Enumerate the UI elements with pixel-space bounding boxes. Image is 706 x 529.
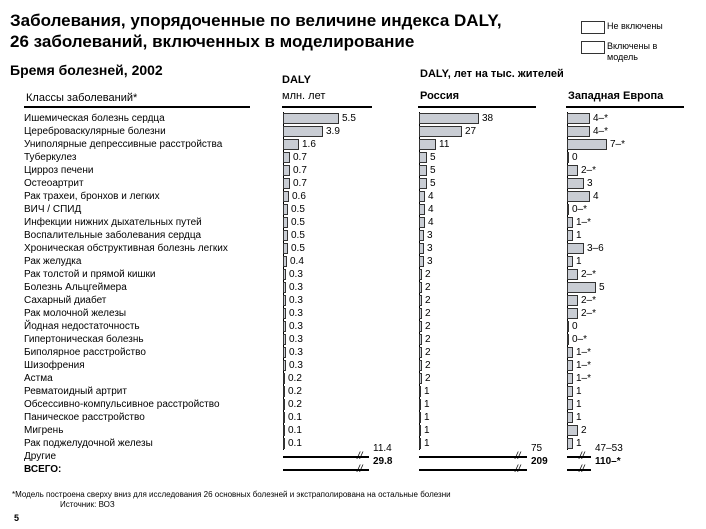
bar-we (567, 230, 573, 241)
value-label-daly: 5.5 (342, 113, 356, 124)
value-label-daly: 0.7 (293, 152, 307, 163)
bar-daly (283, 165, 290, 176)
category-label: Гипертоническая болезнь (24, 334, 144, 345)
bar-ru (419, 425, 421, 436)
value-label-daly: 0.5 (291, 204, 305, 215)
bar-daly (283, 178, 290, 189)
value-label-we: 0–* (572, 204, 588, 215)
bar-ru (419, 399, 421, 410)
bar-we (567, 269, 578, 280)
we-header: Западная Европа (568, 90, 664, 102)
category-label: Рак желудка (24, 256, 82, 267)
bar-daly (283, 139, 299, 150)
value-label-ru: 2 (425, 269, 431, 280)
bar-we (567, 321, 569, 332)
category-label: Униполярные депрессивные расстройства (24, 139, 223, 150)
axis-break-we: // (579, 451, 585, 462)
value-label-daly: 0.2 (288, 386, 302, 397)
bar-we (567, 191, 590, 202)
value-label-daly: 11.4 (373, 443, 392, 454)
we-header-rule (566, 106, 684, 108)
bar-we (567, 360, 573, 371)
bar-daly (283, 256, 287, 267)
value-label-ru: 209 (531, 456, 548, 467)
bar-ru (419, 113, 479, 124)
legend-label-included (607, 41, 657, 63)
legend-label-included-line2: модель (607, 52, 638, 62)
category-label: ВИЧ / СПИД (24, 204, 82, 215)
value-label-we: 2–* (581, 165, 597, 176)
bar-ru (419, 243, 424, 254)
bar-daly (283, 412, 285, 423)
bar-ru (419, 386, 421, 397)
bar-daly (283, 321, 286, 332)
bar-daly (283, 269, 286, 280)
value-label-daly: 0.5 (291, 217, 305, 228)
bar-daly (283, 360, 286, 371)
bar-ru (419, 469, 527, 471)
bar-ru (419, 295, 422, 306)
value-label-we: 2–* (581, 308, 597, 319)
bar-we (567, 165, 578, 176)
axis-break-daly: // (357, 451, 363, 462)
category-label: Биполярное расстройство (24, 347, 146, 358)
value-label-we: 1–* (576, 347, 592, 358)
category-label: Хроническая обструктивная болезнь легких (24, 243, 228, 254)
subtitle: Бремя болезней, 2002 (10, 62, 163, 78)
category-label: Астма (24, 373, 53, 384)
category-label: Цереброваскулярные болезни (24, 126, 166, 137)
value-label-daly: 0.3 (289, 295, 303, 306)
bar-ru (419, 126, 462, 137)
category-label: Рак трахеи, бронхов и легких (24, 191, 160, 202)
category-label: Болезнь Альцгеймера (24, 282, 127, 293)
bar-ru (419, 334, 422, 345)
daly-header: DALY (282, 74, 311, 86)
value-label-we: 3 (587, 178, 593, 189)
value-label-ru: 1 (424, 412, 430, 423)
value-label-we: 3–6 (587, 243, 604, 254)
bar-daly (283, 295, 286, 306)
value-label-daly: 0.7 (293, 165, 307, 176)
bar-we (567, 399, 573, 410)
bar-daly (283, 217, 288, 228)
value-label-daly: 3.9 (326, 126, 340, 137)
value-label-ru: 1 (424, 386, 430, 397)
value-label-ru: 75 (531, 443, 543, 454)
value-label-daly: 29.8 (373, 456, 393, 467)
value-label-daly: 0.1 (288, 412, 302, 423)
bar-daly (283, 347, 286, 358)
axis-break-ru: // (515, 464, 521, 475)
value-label-ru: 2 (425, 373, 431, 384)
bar-ru (419, 308, 422, 319)
value-label-ru: 4 (428, 204, 434, 215)
value-label-ru: 3 (427, 243, 433, 254)
value-label-ru: 2 (425, 321, 431, 332)
daly-header-rule (282, 106, 372, 108)
value-label-ru: 3 (427, 230, 433, 241)
value-label-we: 1–* (576, 360, 592, 371)
bar-ru (419, 152, 427, 163)
bar-ru (419, 165, 427, 176)
bar-daly (283, 113, 339, 124)
bar-we (567, 126, 590, 137)
classes-header-rule (24, 106, 250, 108)
bar-ru (419, 321, 422, 332)
category-label: Сахарный диабет (24, 295, 107, 306)
bar-daly (283, 399, 285, 410)
bar-we (567, 438, 573, 449)
category-label: Шизофрения (24, 360, 85, 371)
bar-ru (419, 204, 425, 215)
value-label-daly: 0.4 (290, 256, 304, 267)
bar-daly (283, 191, 289, 202)
value-label-we: 110–* (595, 456, 621, 467)
bar-ru (419, 256, 424, 267)
category-label: Цирроз печени (24, 165, 94, 176)
bar-we (567, 373, 573, 384)
value-label-daly: 0.3 (289, 360, 303, 371)
value-label-ru: 38 (482, 113, 494, 124)
bar-daly (283, 308, 286, 319)
value-label-we: 0 (572, 321, 578, 332)
per1000-header: DALY, лет на тыс. жителей (420, 68, 564, 80)
category-label: Йодная недостаточность (24, 321, 140, 332)
value-label-ru: 2 (425, 347, 431, 358)
bar-we (567, 412, 573, 423)
bar-ru (419, 412, 421, 423)
bar-we (567, 243, 584, 254)
axis-break-ru: // (515, 451, 521, 462)
legend-label-not-included: Не включены (607, 21, 663, 31)
page-number: 5 (14, 513, 20, 523)
bar-daly (283, 152, 290, 163)
category-label: Мигрень (24, 425, 64, 436)
category-label: Рак толстой и прямой кишки (24, 269, 156, 280)
value-label-we: 47–53 (595, 443, 623, 454)
value-label-ru: 2 (425, 334, 431, 345)
category-label: Рак поджелудочной железы (24, 438, 153, 449)
value-label-we: 5 (599, 282, 605, 293)
value-label-daly: 0.5 (291, 243, 305, 254)
bar-ru (419, 360, 422, 371)
value-label-daly: 0.1 (288, 438, 302, 449)
value-label-daly: 0.7 (293, 178, 307, 189)
legend-swatch-not-included (581, 21, 605, 34)
category-label: Обсессивно-компульсивное расстройство (24, 399, 220, 410)
bar-ru (419, 230, 424, 241)
value-label-we: 1–* (576, 373, 592, 384)
legend-label-included-line1: Включены в (607, 41, 658, 51)
category-label: Рак молочной железы (24, 308, 127, 319)
category-label: Другие (24, 451, 57, 462)
value-label-ru: 11 (439, 139, 450, 150)
bar-daly (283, 425, 285, 436)
value-label-daly: 0.5 (291, 230, 305, 241)
value-label-daly: 0.2 (288, 399, 302, 410)
bar-we (567, 204, 569, 215)
value-label-daly: 0.3 (289, 347, 303, 358)
category-label: Ревматоидный артрит (24, 386, 127, 397)
value-label-ru: 3 (427, 256, 433, 267)
value-label-ru: 1 (424, 399, 430, 410)
bar-daly (283, 373, 285, 384)
bar-ru (419, 456, 527, 458)
bar-we (567, 295, 578, 306)
bar-ru (419, 139, 436, 150)
value-label-ru: 1 (424, 438, 430, 449)
bar-ru (419, 217, 425, 228)
bar-we (567, 178, 584, 189)
value-label-daly: 0.2 (288, 373, 302, 384)
title-line-2: 26 заболеваний, включенных в моделирование (10, 32, 415, 51)
bar-daly (283, 204, 288, 215)
bar-we (567, 217, 573, 228)
value-label-we: 0 (572, 152, 578, 163)
axis-break-we: // (579, 464, 585, 475)
bar-we (567, 334, 569, 345)
value-label-we: 1–* (576, 217, 592, 228)
bar-ru (419, 373, 422, 384)
page-title (10, 10, 502, 52)
value-label-we: 1 (576, 256, 582, 267)
value-label-we: 1 (576, 386, 582, 397)
value-label-we: 1 (576, 230, 582, 241)
value-label-ru: 27 (465, 126, 477, 137)
value-label-ru: 2 (425, 295, 431, 306)
category-label: Инфекции нижних дыхательных путей (24, 217, 202, 228)
value-label-ru: 5 (430, 152, 436, 163)
bar-we (567, 113, 590, 124)
value-label-daly: 1.6 (302, 139, 316, 150)
value-label-we: 4–* (593, 126, 609, 137)
bar-ru (419, 347, 422, 358)
bar-we (567, 152, 569, 163)
category-label: Воспалительные заболевания сердца (24, 230, 202, 241)
value-label-daly: 0.6 (292, 191, 306, 202)
source-note: Источник: ВОЗ (60, 500, 115, 509)
bar-we (567, 256, 573, 267)
title-line-1: Заболевания, упорядоченные по величине индекса DALY, (10, 11, 502, 30)
bar-ru (419, 269, 422, 280)
bar-ru (419, 191, 425, 202)
bar-we (567, 139, 607, 150)
value-label-daly: 0.3 (289, 321, 303, 332)
value-label-daly: 0.1 (288, 425, 302, 436)
value-label-ru: 4 (428, 217, 434, 228)
bar-we (567, 308, 578, 319)
bar-daly (283, 230, 288, 241)
russia-header-rule (418, 106, 536, 108)
daly-unit: млн. лет (282, 90, 326, 102)
value-label-ru: 2 (425, 282, 431, 293)
bar-ru (419, 282, 422, 293)
category-label: Паническое расстройство (24, 412, 145, 423)
value-label-daly: 0.3 (289, 308, 303, 319)
bar-daly (283, 243, 288, 254)
value-label-we: 2 (581, 425, 587, 436)
value-label-ru: 5 (430, 165, 436, 176)
bar-we (567, 347, 573, 358)
value-label-we: 2–* (581, 295, 597, 306)
value-label-ru: 5 (430, 178, 436, 189)
bar-we (567, 425, 578, 436)
value-label-we: 4 (593, 191, 599, 202)
axis-break-daly: // (357, 464, 363, 475)
value-label-we: 0–* (572, 334, 588, 345)
value-label-ru: 2 (425, 360, 431, 371)
bar-ru (419, 438, 421, 449)
value-label-ru: 1 (424, 425, 430, 436)
bar-daly (283, 334, 286, 345)
classes-header: Классы заболеваний* (26, 92, 138, 104)
bar-daly (283, 126, 323, 137)
bar-we (567, 386, 573, 397)
value-label-we: 7–* (610, 139, 626, 150)
value-label-we: 1 (576, 412, 582, 423)
bar-daly (283, 282, 286, 293)
bar-we (567, 282, 596, 293)
bar-ru (419, 178, 427, 189)
value-label-daly: 0.3 (289, 334, 303, 345)
russia-header: Россия (420, 90, 460, 102)
value-label-daly: 0.3 (289, 282, 303, 293)
value-label-ru: 4 (428, 191, 434, 202)
value-label-ru: 2 (425, 308, 431, 319)
category-label: ВСЕГО: (24, 464, 62, 475)
value-label-we: 1 (576, 438, 582, 449)
bar-daly (283, 386, 285, 397)
footnote: *Модель построена сверху вниз для исследования 26 основных болезней и экстраполирована на остальные болезни (12, 490, 451, 499)
legend-swatch-included (581, 41, 605, 54)
value-label-daly: 0.3 (289, 269, 303, 280)
category-label: Остеоартрит (24, 178, 84, 189)
category-label: Туберкулез (24, 152, 77, 163)
value-label-we: 4–* (593, 113, 609, 124)
value-label-we: 1 (576, 399, 582, 410)
value-label-we: 2–* (581, 269, 597, 280)
bar-daly (283, 438, 285, 449)
category-label: Ишемическая болезнь сердца (24, 113, 165, 124)
